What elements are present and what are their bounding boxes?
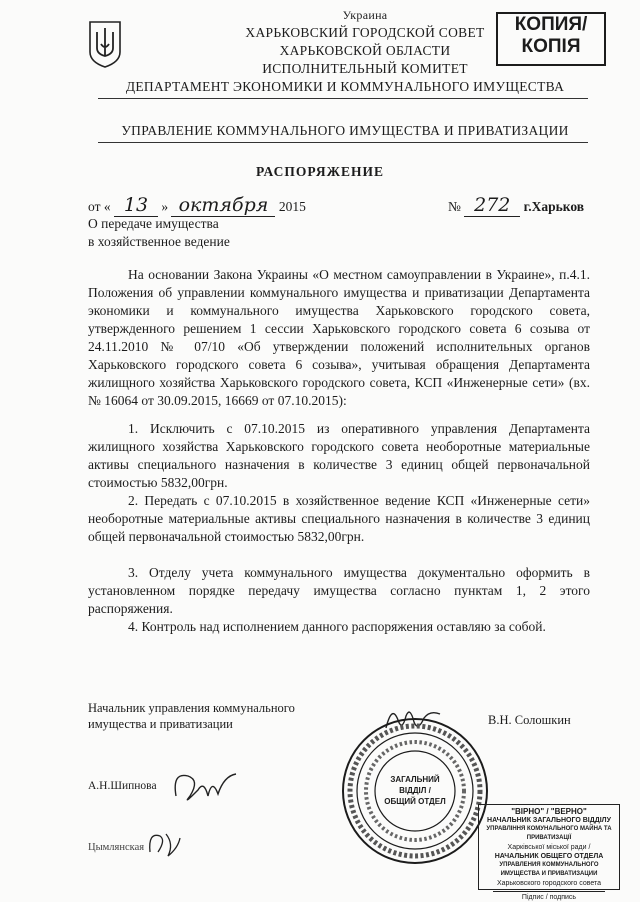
header-rule-bottom [98,142,588,143]
preamble-text: На основании Закона Украины «О местном самоуправлении в Украине», п.4.1. Положения об управлении коммунального имущества и приватизации Департамента экономики и коммунального имущества Харьковского городского совета, утвержденного решением 1 сессии Харьковского городского совета 6 созыва от 24.11.2010 № 07/10 «Об утверждении положений исполнительных органов Харьковского городского совета 6 созыва», учитывая обращения Департамента жилищного хозяйства Харьковского городского совета, КСП «Инженерные сети» (вх. № 16064 от 30.09.2015, 16669 от 07.10.2015): [88,267,590,408]
verify-line1: НАЧАЛЬНИК ЗАГАЛЬНОГО ВІДДІЛУ [487,817,611,824]
header-country: Украина [342,8,388,22]
copy-stamp-line2: КОПІЯ [521,36,581,57]
verify-line6: Харьковского городского совета [496,880,602,887]
date-month: октября [171,194,275,217]
item-2-paragraph [88,492,590,546]
executor-initials [144,826,184,862]
header-rule-top [98,98,588,99]
date-year: 2015 [278,199,306,214]
item-4-paragraph [88,618,590,636]
verify-line4: НАЧАЛЬНИК ОБЩЕГО ОТДЕЛА [494,853,604,860]
number-line [448,194,584,217]
preamble-paragraph [88,266,590,410]
city: г.Харьков [523,199,585,214]
item-3-text: 3. Отделу учета коммунального имущества документально оформить в установленном порядке передачу имущества согласно пунктам 1, 2 этого распоряжения. [88,565,590,616]
chief-name: В.Н. Солошкин [488,713,571,727]
verify-line5: УПРАВЛЕНИЯ КОММУНАЛЬНОГО ИМУЩЕСТВА И ПРИВАТИЗАЦИИ [499,862,599,877]
signer-position-line1: Начальник управления коммунального [88,701,295,715]
round-seal-stamp [340,716,490,866]
approver-name: А.Н.Шипнова [88,780,157,792]
seal-center-line2: ВІДДІЛ / [399,786,431,795]
verify-line3: Харківської міської ради / [507,844,591,851]
subject-line-1: О передаче имущества [88,216,219,231]
header-directorate: УПРАВЛЕНИЕ КОММУНАЛЬНОГО ИМУЩЕСТВА И ПРИВАТИЗАЦИИ [121,123,569,138]
verify-sign-label: Підпис / подпись [493,891,605,902]
item-2-text: 2. Передать с 07.10.2015 в хозяйственное ведение КСП «Инженерные сети» необоротные материальные активы специального назначения в количестве 3 единиц общей первоначальной стоимостью 5832,00грн. [88,493,590,544]
seal-center-line3: ОБЩИЙ ОТДЕЛ [384,797,446,806]
header-region: ХАРЬКОВСКОЙ ОБЛАСТИ [279,43,451,58]
item-3-paragraph [88,564,590,618]
verify-line2: УПРАВЛІННЯ КОМУНАЛЬНОГО МАЙНА ТА ПРИВАТИЗАЦІЇ [486,826,612,841]
subject-line-2: в хозяйственное ведение [88,234,230,249]
verification-stamp [478,804,620,901]
date-day: 13 [114,194,158,217]
header-department: ДЕПАРТАМЕНТ ЭКОНОМИКИ И КОММУНАЛЬНОГО ИМУЩЕСТВА [125,79,565,94]
date-mid: » [161,199,169,214]
signer-position-line2: имущества и приватизации [88,717,233,731]
date-prefix: от « [88,199,111,214]
date-line [88,194,306,217]
number-label: № [448,199,461,214]
item-1-paragraph [88,420,590,492]
copy-stamp-line1: КОПИЯ/ [514,14,588,35]
header-committee: ИСПОЛНИТЕЛЬНЫЙ КОМИТЕТ [262,61,468,76]
item-4-text: 4. Контроль над исполнением данного распоряжения оставляю за собой. [128,619,546,634]
coat-of-arms-icon [88,20,122,68]
doc-number: 272 [464,194,520,217]
copy-stamp [496,12,606,66]
approver-signature [170,766,240,808]
executor-name: Цымлянская [88,842,145,853]
item-1-text: 1. Исключить с 07.10.2015 из оперативного управления Департамента жилищного хозяйства Харьковского городского совета необоротные материальные активы специального назначения в количестве 3 единиц общей первоначальной стоимостью 5832,00грн. [88,421,590,490]
document-title: РАСПОРЯЖЕНИЕ [255,164,385,179]
verify-title: "ВІРНО" / "ВЕРНО" [511,807,587,816]
seal-center-line1: ЗАГАЛЬНИЙ [390,775,440,784]
signer-position [88,700,295,732]
header-council: ХАРЬКОВСКИЙ ГОРОДСКОЙ СОВЕТ [245,25,485,40]
